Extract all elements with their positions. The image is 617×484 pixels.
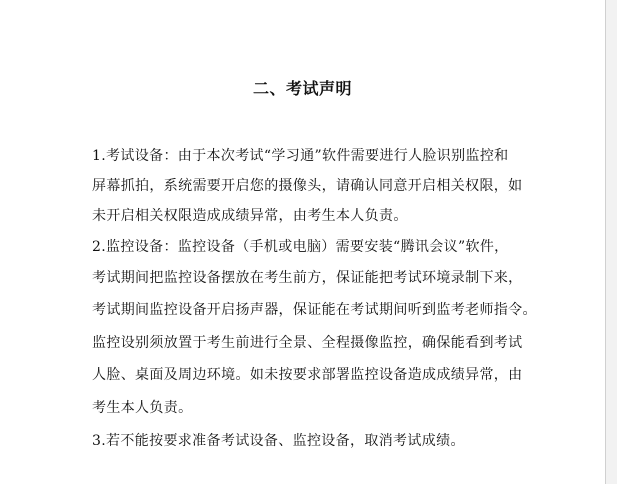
section-title: 二、考试声明 xyxy=(252,79,352,98)
paragraph-line: 人脸、桌面及周边环境。如未按要求部署监控设备造成成绩异常，由 xyxy=(92,367,523,383)
paragraph-line: 考试期间监控设备开启扬声器，保证能在考试期间听到监考老师指令。 xyxy=(92,302,537,318)
page-edge xyxy=(605,0,617,484)
paragraph-line: 未开启相关权限造成成绩异常，由考生本人负责。 xyxy=(92,208,408,224)
paragraph-line: 1.考试设备：由于本次考试“学习通”软件需要进行人脸识别监控和 xyxy=(92,148,509,164)
paragraph-line: 监控设别须放置于考生前进行全景、全程摄像监控，确保能看到考试 xyxy=(92,335,523,351)
paragraph-line: 2.监控设备：监控设备（手机或电脑）需要安装“腾讯会议”软件， xyxy=(92,239,509,255)
paragraph-line: 屏幕抓拍，系统需要开启您的摄像头，请确认同意开启相关权限，如 xyxy=(92,178,523,194)
paragraph-line: 考试期间把监控设备摆放在考生前方，保证能把考试环境录制下来， xyxy=(92,270,523,286)
paragraph-line: 考生本人负责。 xyxy=(92,400,193,416)
paragraph-line: 3.若不能按要求准备考试设备、监控设备，取消考试成绩。 xyxy=(92,433,465,449)
